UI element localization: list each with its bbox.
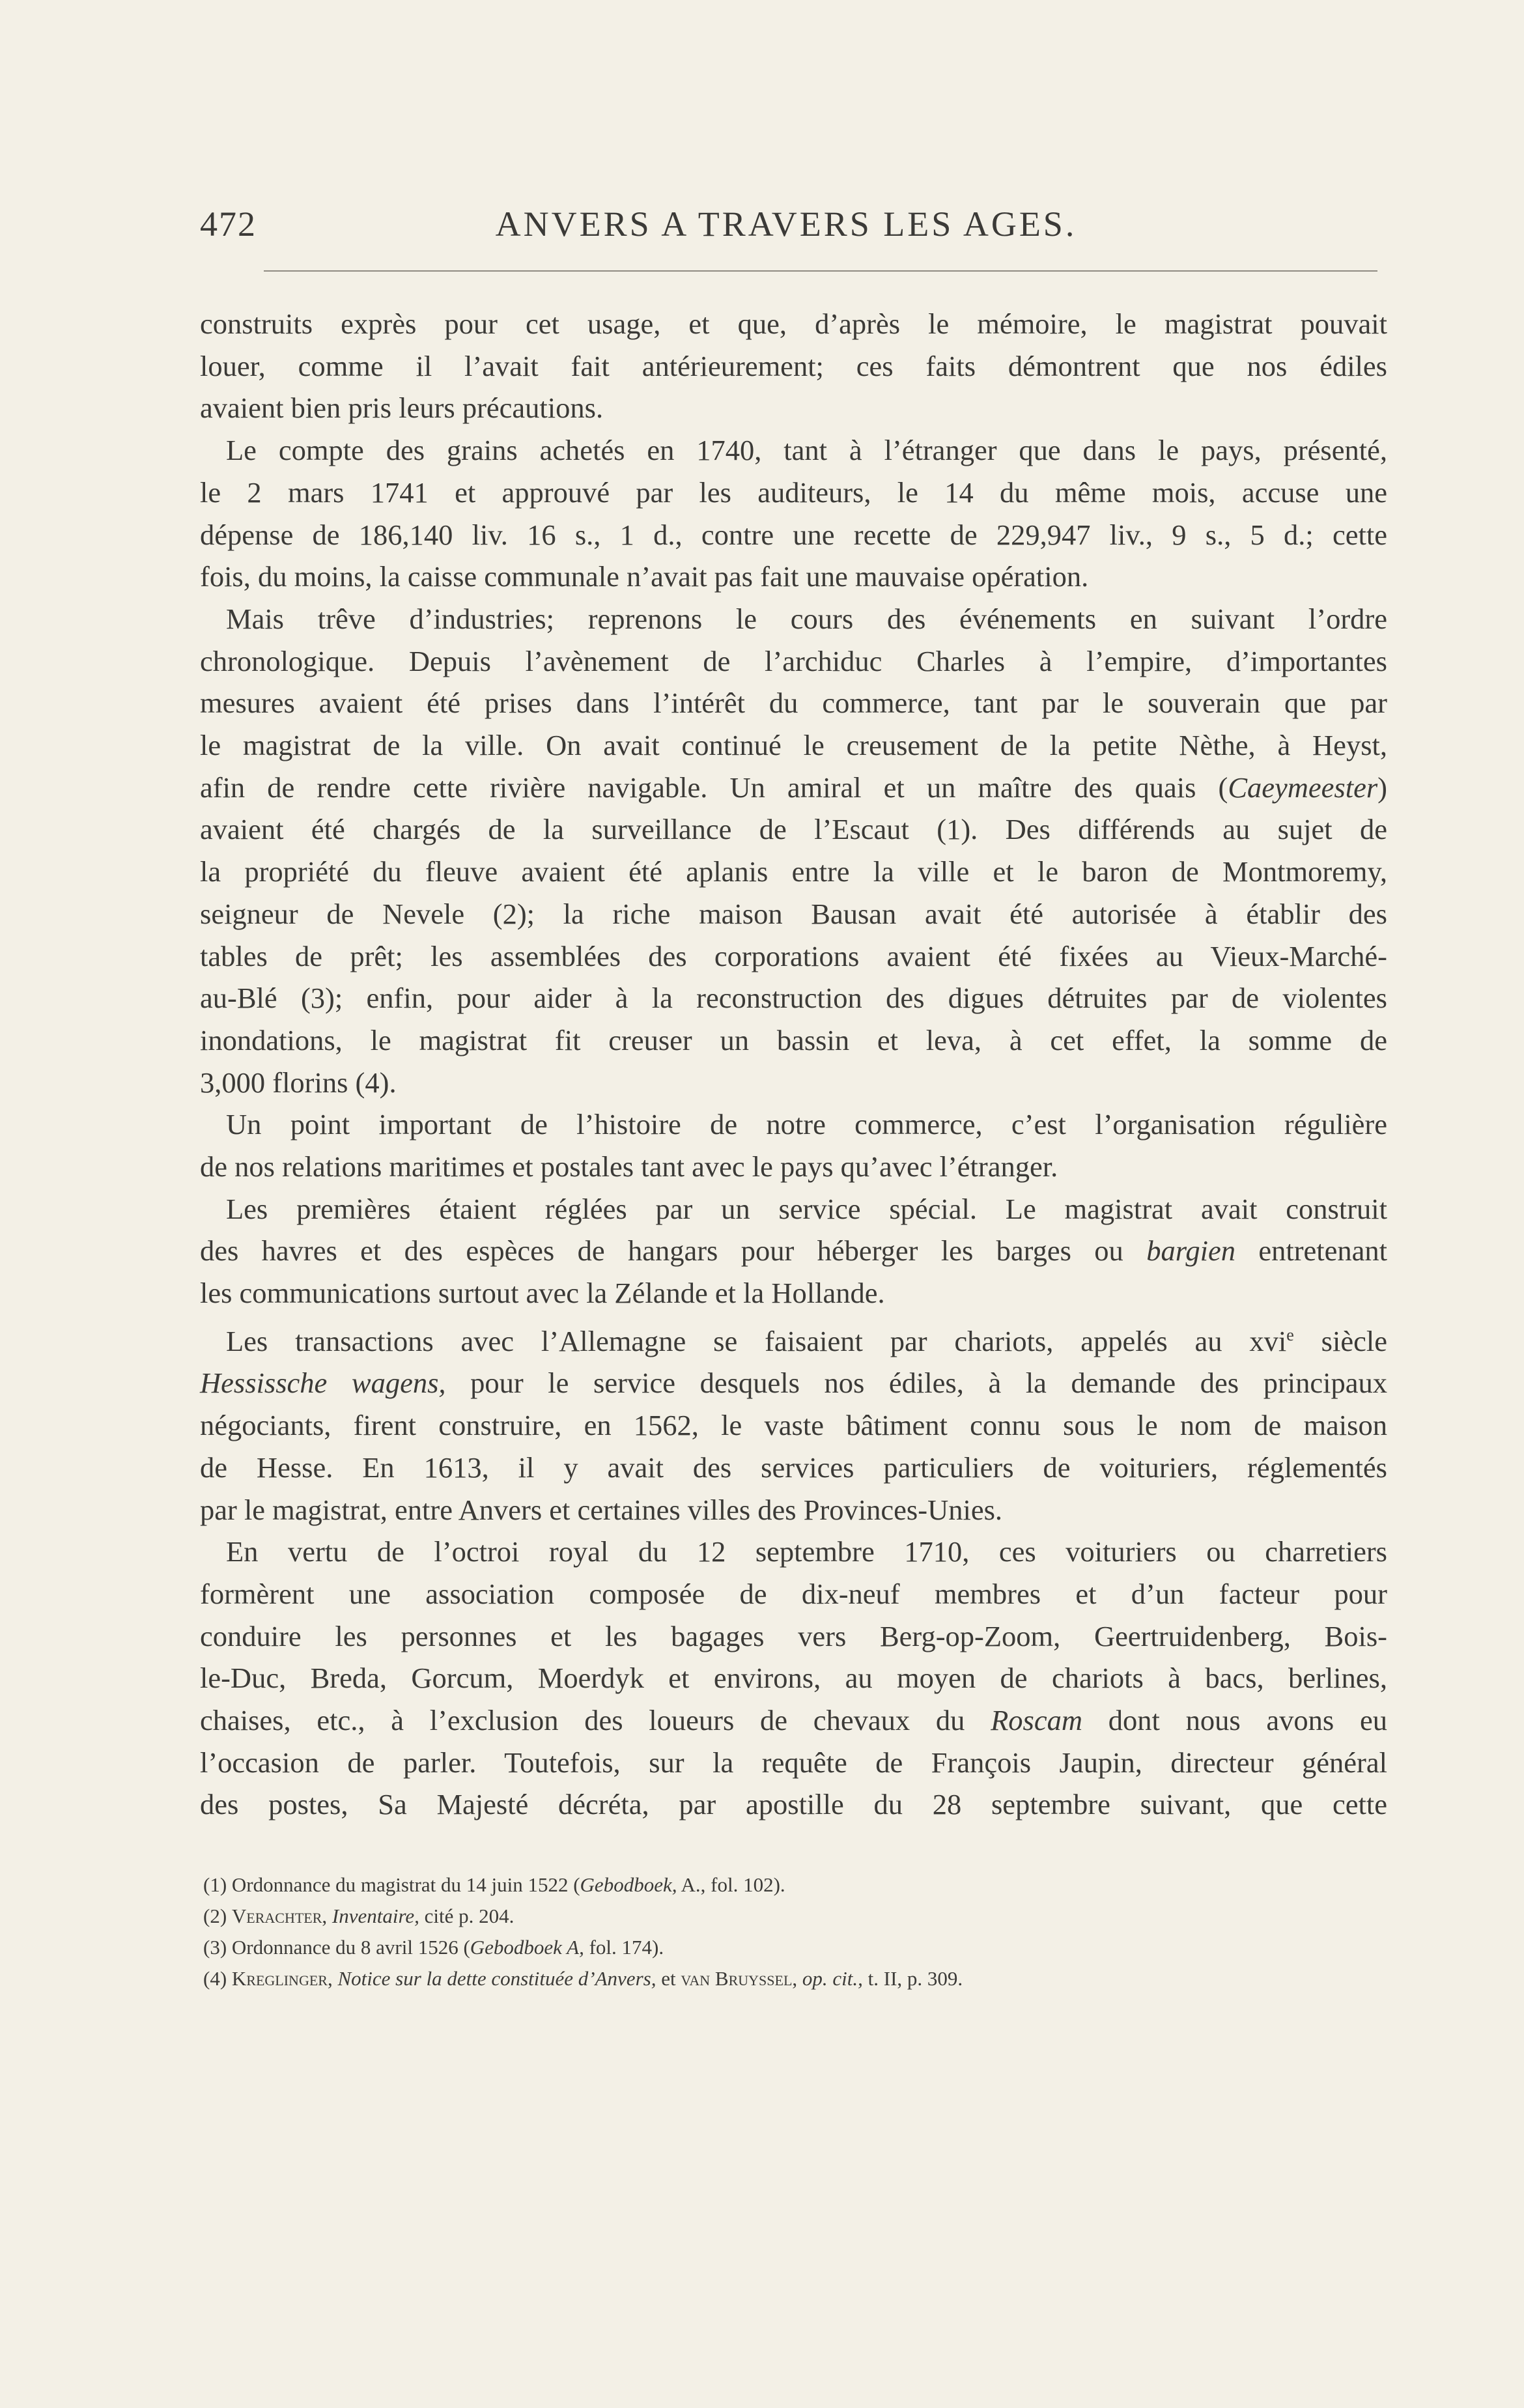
text-line <box>200 1362 1387 1404</box>
footnote-text: cité p. 204. <box>419 1905 515 1927</box>
text-line: 3,000 florins (4). <box>200 1066 397 1099</box>
text-line: tables de prêt; les assemblées des corporations avaient été fixées au Vieux-Marché- <box>200 939 1387 972</box>
footnote-4 <box>200 1963 1387 1994</box>
text-line: Le compte des grains achetés en 1740, tant à l’étranger que dans le pays, présenté, <box>226 434 1387 467</box>
text-run: afin de rendre cette rivière navigable. Un amiral et un maître des quais ( <box>200 771 1228 804</box>
text-run: dont nous avons eu <box>1082 1704 1387 1737</box>
text-run: ) <box>1377 771 1387 804</box>
text-line: conduire les personnes et les bagages vers Berg-op-Zoom, Geertruidenberg, Bois- <box>200 1619 1387 1652</box>
text-line: négociants, firent construire, en 1562, le vaste bâtiment connu sous le nom de maison <box>200 1409 1387 1442</box>
footnote-italic: Inventaire, <box>332 1905 419 1927</box>
text-line: au-Blé (3); enfin, pour aider à la reconstruction des digues détruites par de violentes <box>200 982 1387 1015</box>
italic-term: Hessissche wagens, <box>200 1367 446 1400</box>
text-run: pour le service desquels nos édiles, à la demande des principaux <box>445 1367 1387 1400</box>
text-line: des postes, Sa Majesté décréta, par apostille du 28 septembre suivant, que cette <box>200 1788 1387 1821</box>
footnote-text: , <box>792 1967 802 1990</box>
text-line: le 2 mars 1741 et approuvé par les auditeurs, le 14 du même mois, accuse une <box>200 475 1387 509</box>
author-name: Verachter <box>231 1905 322 1927</box>
text-run: chaises, etc., à l’exclusion des loueurs de chevaux du <box>200 1704 991 1737</box>
page-header <box>200 199 1372 257</box>
text-line: Un point important de l’histoire de notre commerce, c’est l’organisation régulière <box>226 1108 1387 1141</box>
text-line: dépense de 186,140 liv. 16 s., 1 d., contre une recette de 229,947 liv., 9 s., 5 d.; cette <box>200 518 1387 551</box>
text-line <box>200 767 1387 809</box>
italic-term: Caeymeester <box>1228 771 1378 804</box>
footnote-text: A., fol. 102). <box>677 1873 785 1896</box>
text-line: fois, du moins, la caisse communale n’avait pas fait une mauvaise opération. <box>200 560 1089 593</box>
footnote-text: (3) Ordonnance du 8 avril 1526 ( <box>203 1936 470 1959</box>
footnote-text: t. II, p. 309. <box>862 1967 963 1990</box>
text-line: inondations, le magistrat fit creuser un bassin et leva, à cet effet, la somme de <box>200 1023 1387 1056</box>
main-text <box>200 303 1387 1826</box>
footnote-italic: Gebodboek A, <box>470 1936 584 1959</box>
text-run: siècle <box>1293 1324 1387 1357</box>
text-line <box>200 1699 1387 1742</box>
footnote-italic: Notice sur la dette constituée d’Anvers, <box>337 1967 656 1990</box>
text-line: l’occasion de parler. Toutefois, sur la requête de François Jaupin, directeur général <box>200 1746 1387 1779</box>
text-line: formèrent une association composée de dix-neuf membres et d’un facteur pour <box>200 1577 1387 1610</box>
footnote-text: (1) Ordonnance du magistrat du 14 juin 1522 ( <box>203 1873 580 1896</box>
text-line: seigneur de Nevele (2); la riche maison Bausan avait été autorisée à établir des <box>200 897 1387 930</box>
text-line: Mais trêve d’industries; reprenons le cours des événements en suivant l’ordre <box>226 602 1387 635</box>
text-line: En vertu de l’octroi royal du 12 septembre 1710, ces voituriers ou charretiers <box>226 1535 1387 1568</box>
text-line: par le magistrat, entre Anvers et certaines villes des Provinces-Unies. <box>200 1493 1003 1526</box>
footnote-text: (4) <box>203 1967 232 1990</box>
text-run: Les transactions avec l’Allemagne se faisaient par chariots, appelés au xvi <box>226 1324 1287 1357</box>
text-line <box>200 1230 1387 1272</box>
text-line: le-Duc, Breda, Gorcum, Moerdyk et environs, au moyen de chariots à bacs, berlines, <box>200 1662 1387 1695</box>
text-line: construits exprès pour cet usage, et que, d’après le mémoire, le magistrat pouvait <box>200 307 1387 340</box>
text-line: avaient bien pris leurs précautions. <box>200 391 604 425</box>
superscript: e <box>1286 1325 1294 1344</box>
footnote-text: , <box>327 1967 338 1990</box>
text-line: mesures avaient été prises dans l’intérêt du commerce, tant par le souverain que par <box>200 687 1387 720</box>
text-run: des havres et des espèces de hangars pour héberger les barges ou <box>200 1234 1147 1268</box>
text-line: de nos relations maritimes et postales tant avec le pays qu’avec l’étranger. <box>200 1150 1058 1183</box>
running-title: ANVERS A TRAVERS LES AGES. <box>495 205 1077 244</box>
footnote-italic: op. cit., <box>802 1967 863 1990</box>
header-rule <box>264 270 1377 272</box>
footnote-text: fol. 174). <box>584 1936 664 1959</box>
footnote-1 <box>200 1869 1387 1901</box>
footnote-text: , <box>322 1905 332 1927</box>
footnotes <box>200 1869 1387 1994</box>
page-number: 472 <box>200 205 257 244</box>
italic-term: Roscam <box>991 1704 1082 1737</box>
footnote-3 <box>200 1932 1387 1963</box>
text-line: la propriété du fleuve avaient été aplanis entre la ville et le baron de Montmoremy, <box>200 855 1387 888</box>
text-line: Les premières étaient réglées par un service spécial. Le magistrat avait construit <box>226 1192 1387 1225</box>
author-name: Kreglinger <box>231 1967 328 1990</box>
text-line: le magistrat de la ville. On avait continué le creusement de la petite Nèthe, à Heyst, <box>200 729 1387 762</box>
text-line: de Hesse. En 1613, il y avait des services particuliers de voituriers, réglementés <box>200 1451 1387 1484</box>
footnote-text: et <box>656 1967 681 1990</box>
text-run: entretenant <box>1235 1234 1387 1268</box>
footnote-italic: Gebodboek, <box>580 1873 677 1896</box>
footnote-2 <box>200 1901 1387 1932</box>
author-name: van Bruyssel <box>681 1967 793 1990</box>
text-line <box>200 1314 1387 1363</box>
text-line: chronologique. Depuis l’avènement de l’archiduc Charles à l’empire, d’importantes <box>200 644 1387 677</box>
footnote-text: (2) <box>203 1905 232 1927</box>
text-line: avaient été chargés de la surveillance de l’Escaut (1). Des différends au sujet de <box>200 813 1387 846</box>
italic-term: bargien <box>1146 1234 1235 1268</box>
text-line: louer, comme il l’avait fait antérieurement; ces faits démontrent que nos édiles <box>200 349 1387 382</box>
text-line: les communications surtout avec la Zélande et la Hollande. <box>200 1277 885 1310</box>
